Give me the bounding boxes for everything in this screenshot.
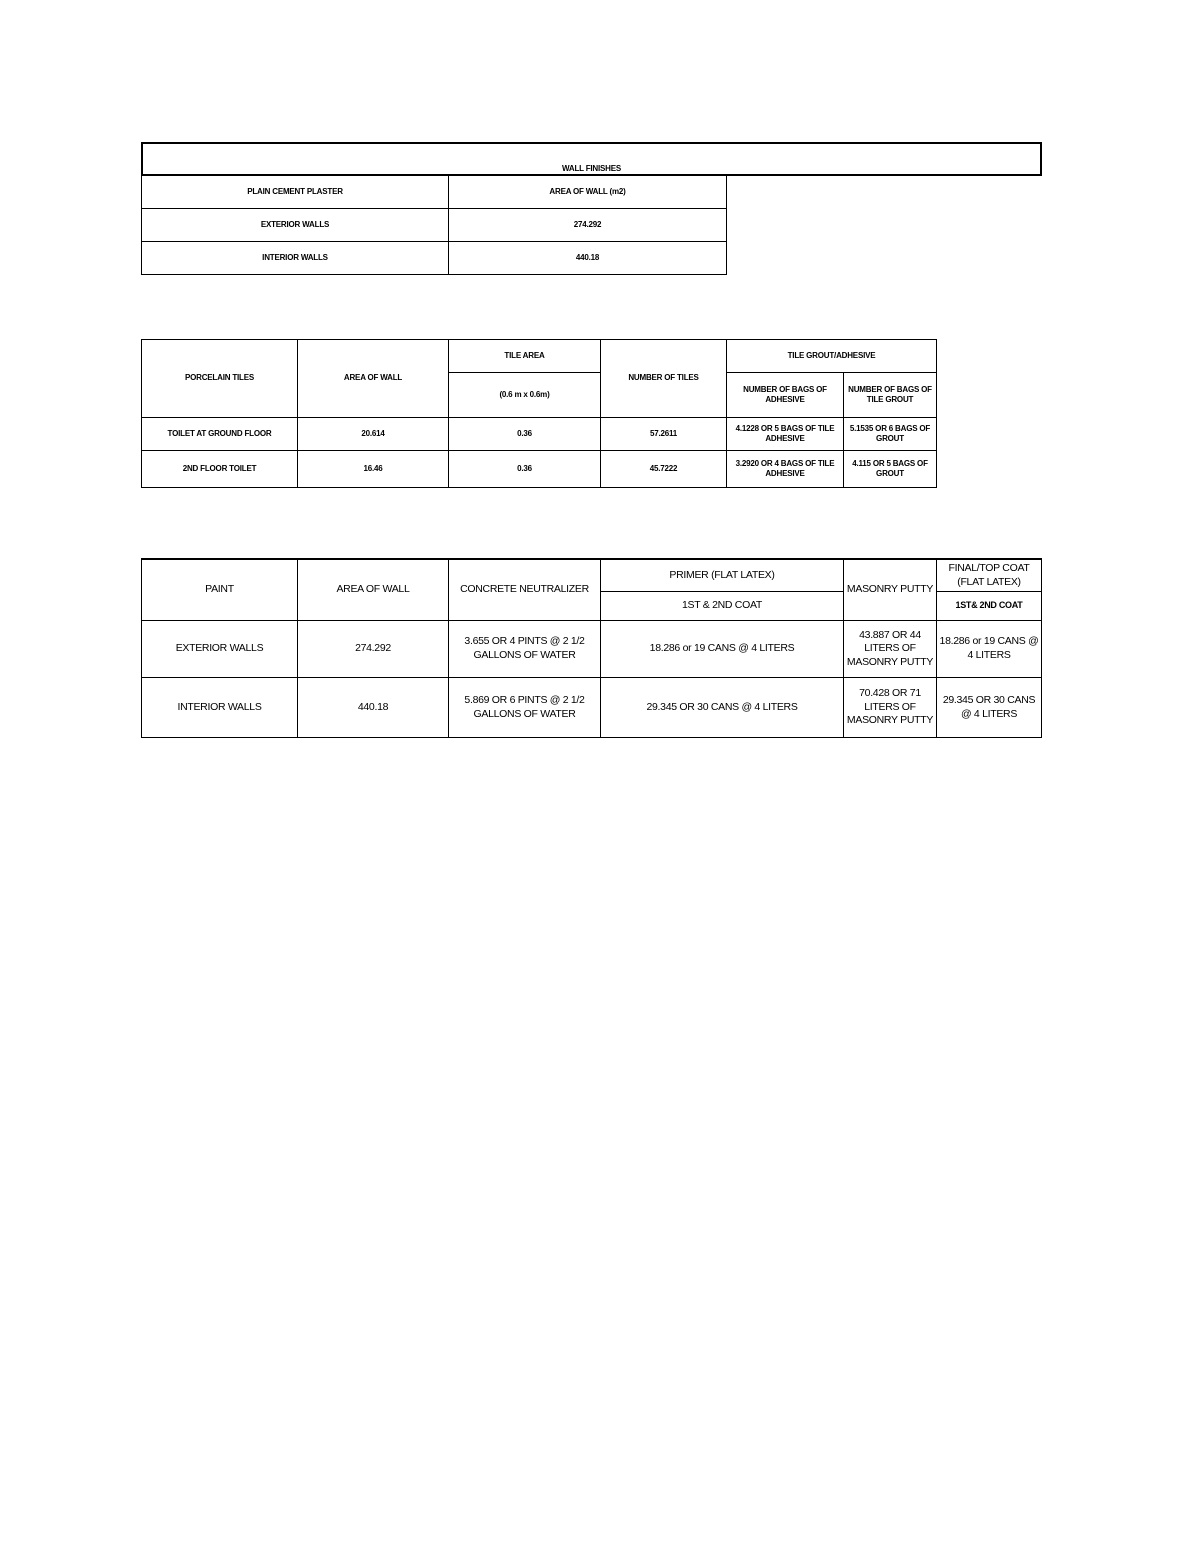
wall-finishes-title: WALL FINISHES <box>141 142 1042 176</box>
final-coat-subheader: 1ST& 2ND COAT <box>936 591 1042 621</box>
area-of-wall-header: AREA OF WALL <box>297 339 449 418</box>
final-coat-header: FINAL/TOP COAT (FLAT LATEX) <box>936 558 1042 592</box>
table-cell: 57.2611 <box>600 417 727 451</box>
table-cell: 0.36 <box>448 450 601 488</box>
area-of-wall-header: AREA OF WALL <box>297 558 449 621</box>
porcelain-tiles-header: PORCELAIN TILES <box>141 339 298 418</box>
area-header: AREA OF WALL (m2) <box>448 175 727 209</box>
table-cell: INTERIOR WALLS <box>141 677 298 738</box>
concrete-neutralizer-header: CONCRETE NEUTRALIZER <box>448 558 601 621</box>
table-cell: 5.869 OR 6 PINTS @ 2 1/2 GALLONS OF WATER <box>448 677 601 738</box>
table-cell: 18.286 or 19 CANS @ 4 LITERS <box>936 620 1042 678</box>
table-cell: 440.18 <box>297 677 449 738</box>
table-cell: 0.36 <box>448 417 601 451</box>
tile-area-header: TILE AREA <box>448 339 601 373</box>
bags-adhesive-header: NUMBER OF BAGS OF ADHESIVE <box>726 372 844 418</box>
table-cell: 440.18 <box>448 241 727 275</box>
plaster-header: PLAIN CEMENT PLASTER <box>141 175 449 209</box>
bags-grout-header: NUMBER OF BAGS OF TILE GROUT <box>843 372 937 418</box>
table-cell: 18.286 or 19 CANS @ 4 LITERS <box>600 620 844 678</box>
table-cell: 20.614 <box>297 417 449 451</box>
tile-grout-adhesive-header: TILE GROUT/ADHESIVE <box>726 339 937 373</box>
paint-header: PAINT <box>141 558 298 621</box>
table-cell: 43.887 OR 44 LITERS OF MASONRY PUTTY <box>843 620 937 678</box>
table-cell: 70.428 OR 71 LITERS OF MASONRY PUTTY <box>843 677 937 738</box>
table-cell: 4.115 OR 5 BAGS OF GROUT <box>843 450 937 488</box>
table-cell: 16.46 <box>297 450 449 488</box>
table-cell: 2ND FLOOR TOILET <box>141 450 298 488</box>
table-cell: INTERIOR WALLS <box>141 241 449 275</box>
tile-area-subheader: (0.6 m x 0.6m) <box>448 372 601 418</box>
table-cell: 274.292 <box>297 620 449 678</box>
table-cell: EXTERIOR WALLS <box>141 620 298 678</box>
table-cell: 45.7222 <box>600 450 727 488</box>
masonry-putty-header: MASONRY PUTTY <box>843 558 937 621</box>
primer-header: PRIMER (FLAT LATEX) <box>600 558 844 592</box>
table-cell: 4.1228 OR 5 BAGS OF TILE ADHESIVE <box>726 417 844 451</box>
table-cell: TOILET AT GROUND FLOOR <box>141 417 298 451</box>
table-cell: 29.345 OR 30 CANS @ 4 LITERS <box>936 677 1042 738</box>
table-cell: EXTERIOR WALLS <box>141 208 449 242</box>
table-cell: 5.1535 OR 6 BAGS OF GROUT <box>843 417 937 451</box>
number-of-tiles-header: NUMBER OF TILES <box>600 339 727 418</box>
table-cell: 29.345 OR 30 CANS @ 4 LITERS <box>600 677 844 738</box>
table-cell: 3.2920 OR 4 BAGS OF TILE ADHESIVE <box>726 450 844 488</box>
table-cell: 3.655 OR 4 PINTS @ 2 1/2 GALLONS OF WATER <box>448 620 601 678</box>
table-cell: 274.292 <box>448 208 727 242</box>
primer-subheader: 1ST & 2ND COAT <box>600 591 844 621</box>
